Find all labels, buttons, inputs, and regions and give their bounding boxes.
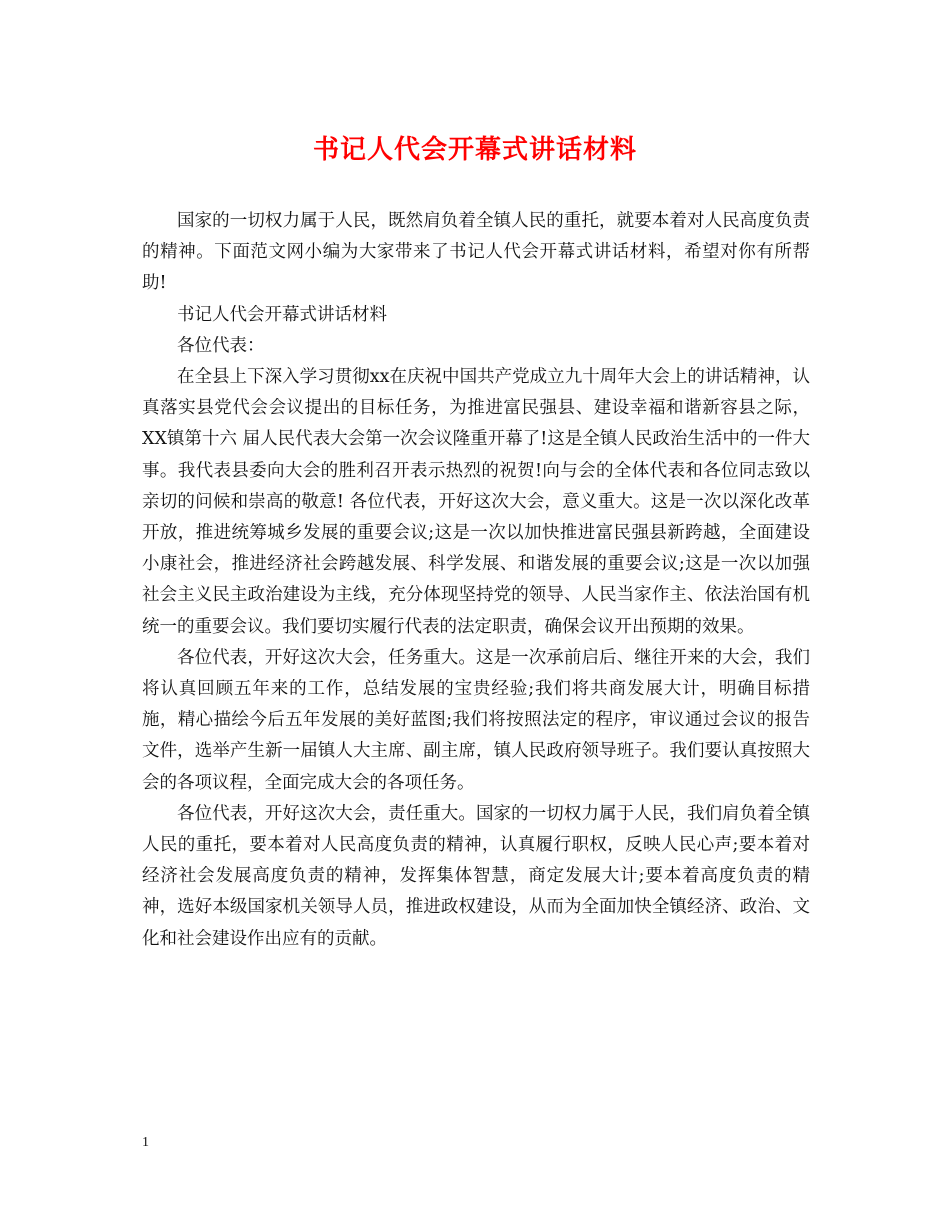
intro-paragraph: 国家的一切权力属于人民，既然肩负着全镇人民的重托，就要本着对人民高度负责的精神。下面范文网小编为大家带来了书记人代会开幕式讲话材料，希望对你有所帮助! — [142, 211, 810, 294]
page-number: 1 — [142, 1135, 149, 1150]
salutation: 各位代表： — [177, 335, 265, 356]
body-paragraph: 各位代表，开好这次大会，责任重大。国家的一切权力属于人民，我们肩负着全镇人民的重托，要本着对人民高度负责的精神，认真履行职权，反映人民心声;要本着对经济社会发展高度负责的精神，发挥集体智慧，商定发展大计;要本着高度负责的精神，选好本级国家机关领导人员，推进政权建设，从而为全面加快全镇经济、政治、文化和社会建设作出应有的贡献。 — [142, 803, 810, 949]
document-title: 书记人代会开幕式讲话材料 — [312, 135, 637, 165]
speech-heading: 书记人代会开幕式讲话材料 — [177, 304, 387, 325]
document-body — [142, 206, 810, 955]
body-paragraph: 各位代表，开好这次大会，任务重大。这是一次承前启后、继往开来的大会，我们将认真回顾五年来的工作，总结发展的宝贵经验;我们将共商发展大计，明确目标措施，精心描绘今后五年发展的美好蓝图;我们将按照法定的程序，审议通过会议的报告文件，选举产生新一届镇人大主席、副主席，镇人民政府领导班子。我们要认真按照大会的各项议程，全面完成大会的各项任务。 — [142, 647, 810, 793]
body-paragraph: 在全县上下深入学习贯彻xx在庆祝中国共产党成立九十周年大会上的讲话精神，认真落实县党代会会议提出的目标任务，为推进富民强县、建设幸福和谐新容县之际，XX镇第十六 届人民代表大会第一次会议隆重开幕了!这是全镇人民政治生活中的一件大事。我代表县委向大会的胜利召开表示热烈的祝贺!向与会的全体代表和各位同志致以亲切的问候和崇高的敬意! 各位代表，开好这次大会，意义重大。这是一次以深化改革开放，推进统筹城乡发展的重要会议;这是一次以加快推进富民强县新跨越，全面建设小康社会，推进经济社会跨越发展、科学发展、和谐发展的重要会议;这是一次以加强社会主义民主政治建设为主线，充分体现坚持党的领导、人民当家作主、依法治国有机统一的重要会议。我们要切实履行代表的法定职责，确保会议开出预期的效果。 — [142, 367, 810, 637]
